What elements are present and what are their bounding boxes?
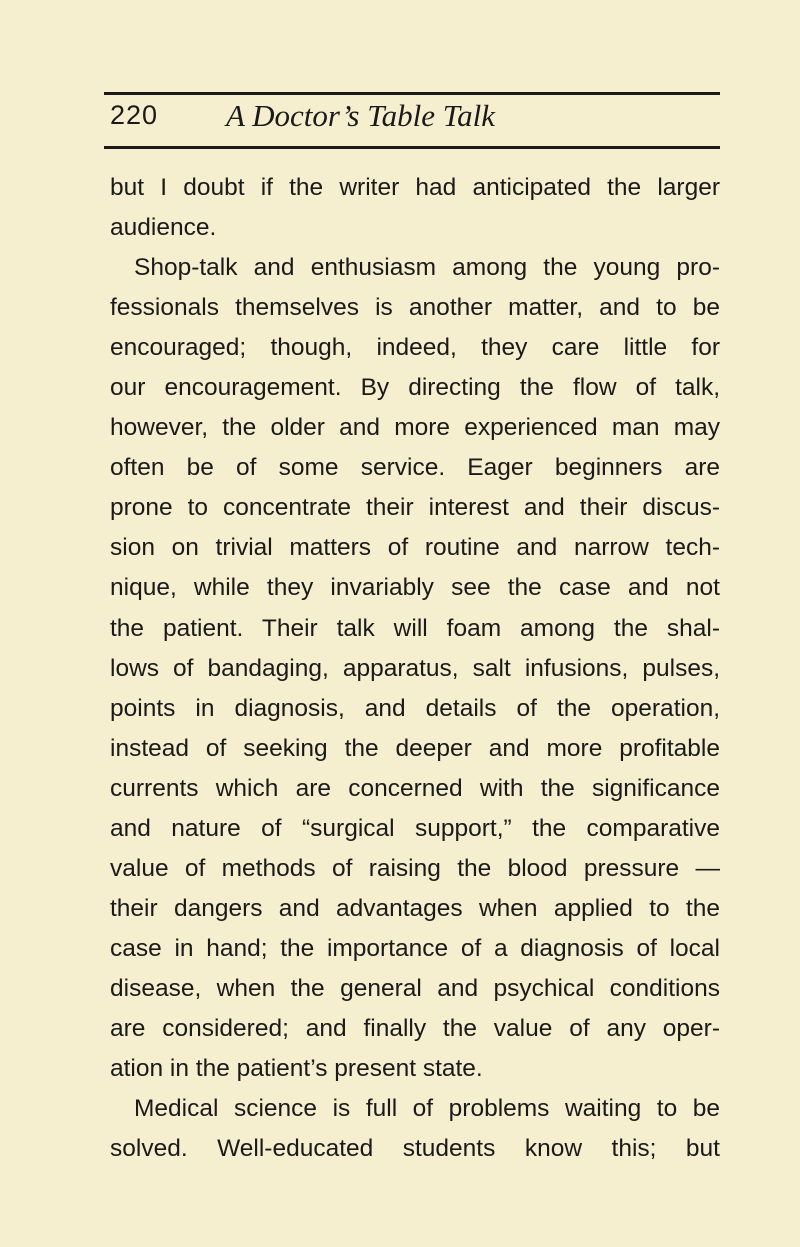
text-line: prone to concentrate their interest and their discus- bbox=[110, 494, 720, 522]
text-line: audience. bbox=[110, 214, 217, 242]
running-header bbox=[104, 98, 720, 144]
header-rule-top bbox=[104, 92, 720, 95]
text-line: Medical science is full of problems waiting to be bbox=[134, 1095, 720, 1123]
text-line: their dangers and advantages when applied to the bbox=[110, 894, 720, 922]
text-line: the patient. Their talk will foam among the shal- bbox=[110, 614, 720, 642]
text-line: but I doubt if the writer had anticipated the larger bbox=[110, 174, 720, 201]
text-line: encouraged; though, indeed, they care little for bbox=[110, 334, 720, 362]
page-number: 220 bbox=[110, 100, 159, 130]
text-line: currents which are concerned with the significance bbox=[110, 774, 720, 802]
text-line: often be of some service. Eager beginners are bbox=[110, 454, 720, 482]
text-line: are considered; and finally the value of any oper- bbox=[110, 1014, 720, 1042]
text-line: sion on trivial matters of routine and narrow tech- bbox=[110, 534, 720, 562]
text-line: solved. Well-educated students know this; but bbox=[110, 1135, 720, 1163]
text-line: value of methods of raising the blood pressure — bbox=[110, 854, 720, 882]
text-line: points in diagnosis, and details of the operation, bbox=[110, 694, 720, 722]
text-line: instead of seeking the deeper and more profitable bbox=[110, 734, 720, 762]
text-line: fessionals themselves is another matter, and to be bbox=[110, 294, 720, 322]
header-rule-bottom bbox=[104, 146, 720, 149]
text-line: disease, when the general and psychical conditions bbox=[110, 974, 720, 1002]
text-line: Shop-talk and enthusiasm among the young pro- bbox=[134, 254, 720, 282]
text-line: and nature of “surgical support,” the comparative bbox=[110, 814, 720, 842]
text-line: nique, while they invariably see the case and not bbox=[110, 574, 720, 602]
text-line: case in hand; the importance of a diagnosis of local bbox=[110, 934, 720, 962]
text-line: lows of bandaging, apparatus, salt infusions, pulses, bbox=[110, 654, 720, 682]
running-title: A Doctor’s Table Talk bbox=[226, 98, 496, 133]
text-line: however, the older and more experienced man may bbox=[110, 414, 720, 442]
text-line: ation in the patient’s present state. bbox=[110, 1055, 483, 1083]
text-line: our encouragement. By directing the flow of talk, bbox=[110, 374, 720, 402]
body-text bbox=[110, 168, 720, 1169]
